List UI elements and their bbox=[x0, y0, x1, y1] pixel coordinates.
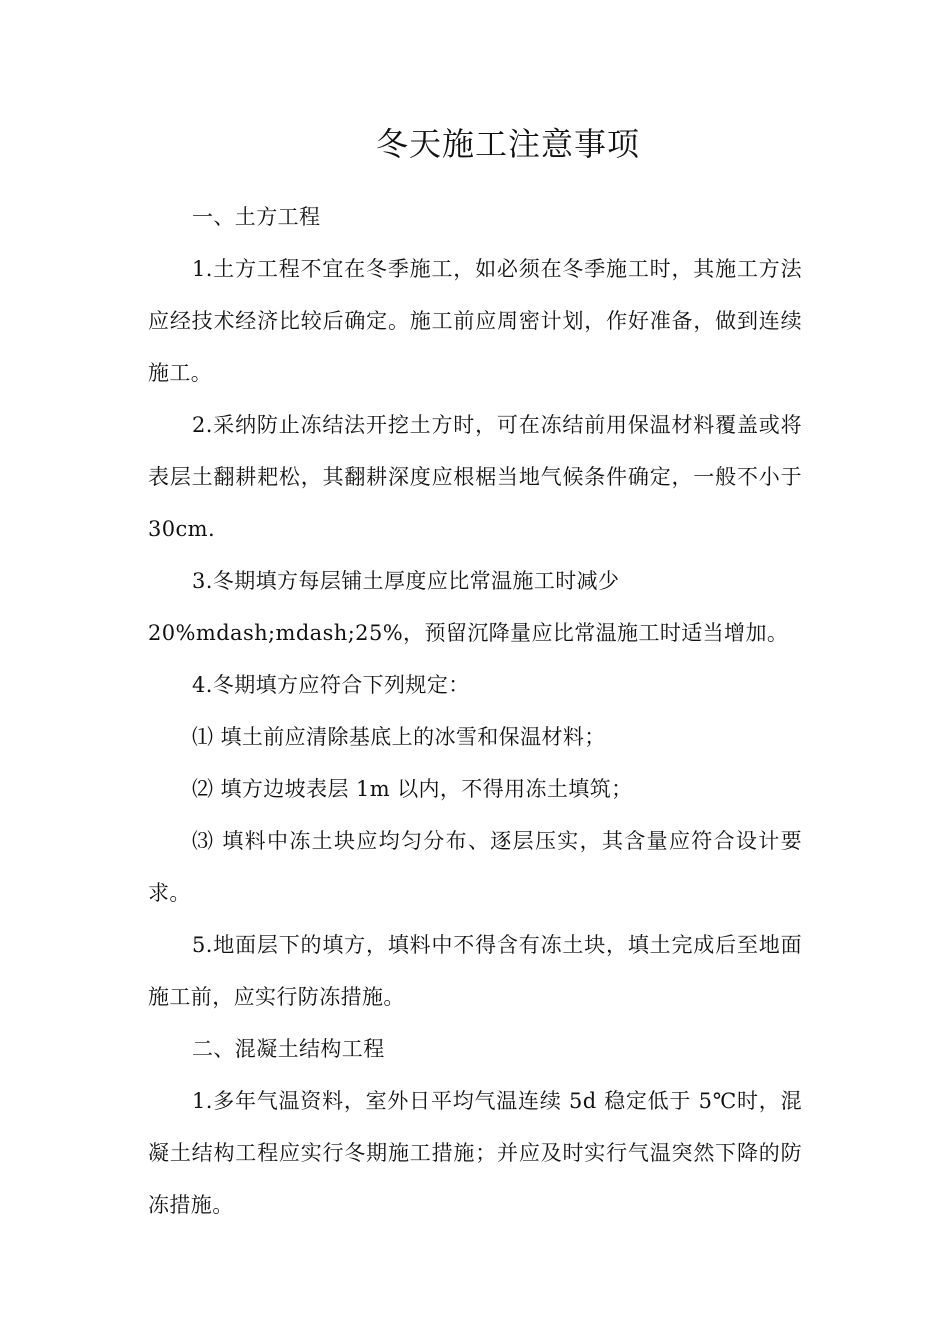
paragraph-earthwork-1: 1.土方工程不宜在冬季施工，如必须在冬季施工时，其施工方法应经技术经济比较后确定。施工前应周密计划，作好准备，做到连续施工。 bbox=[148, 257, 802, 385]
paragraph-earthwork-5: 5.地面层下的填方，填料中不得含有冻土块，填土完成后至地面施工前，应实行防冻措施。 bbox=[148, 933, 802, 1009]
section-heading-earthwork: 一、土方工程 bbox=[192, 205, 321, 229]
paragraph-earthwork-4: 4.冬期填方应符合下列规定： bbox=[192, 673, 470, 697]
document-body bbox=[148, 191, 802, 1231]
paragraph-concrete-1: 1.多年气温资料，室外日平均气温连续 5d 稳定低于 5℃时，混凝土结构工程应实行冬期施工措施；并应及时实行气温突然下降的防冻措施。 bbox=[148, 1089, 802, 1217]
section-heading-concrete: 二、混凝土结构工程 bbox=[192, 1037, 385, 1061]
paragraph-earthwork-2: 2.采纳防止冻结法开挖土方时，可在冻结前用保温材料覆盖或将表层土翻耕耙松，其翻耕深度应根椐当地气候条件确定，一般不小于 30cm. bbox=[148, 413, 802, 541]
list-item-rule-1: ⑴ 填土前应清除基底上的冰雪和保温材料； bbox=[192, 725, 606, 749]
paragraph-earthwork-3-continued: 20%mdash;mdash;25%，预留沉降量应比常温施工时适当增加。 bbox=[148, 621, 789, 645]
list-item-rule-3: ⑶ 填料中冻土块应均匀分布、逐层压实，其含量应符合设计要求。 bbox=[148, 829, 802, 905]
document-title: 冬天施工注意事项 bbox=[375, 125, 640, 163]
paragraph-earthwork-3: 3.冬期填方每层铺土厚度应比常温施工时减少 bbox=[192, 569, 620, 593]
list-item-rule-2: ⑵ 填方边坡表层 1m 以内，不得用冻土填筑； bbox=[192, 777, 633, 801]
